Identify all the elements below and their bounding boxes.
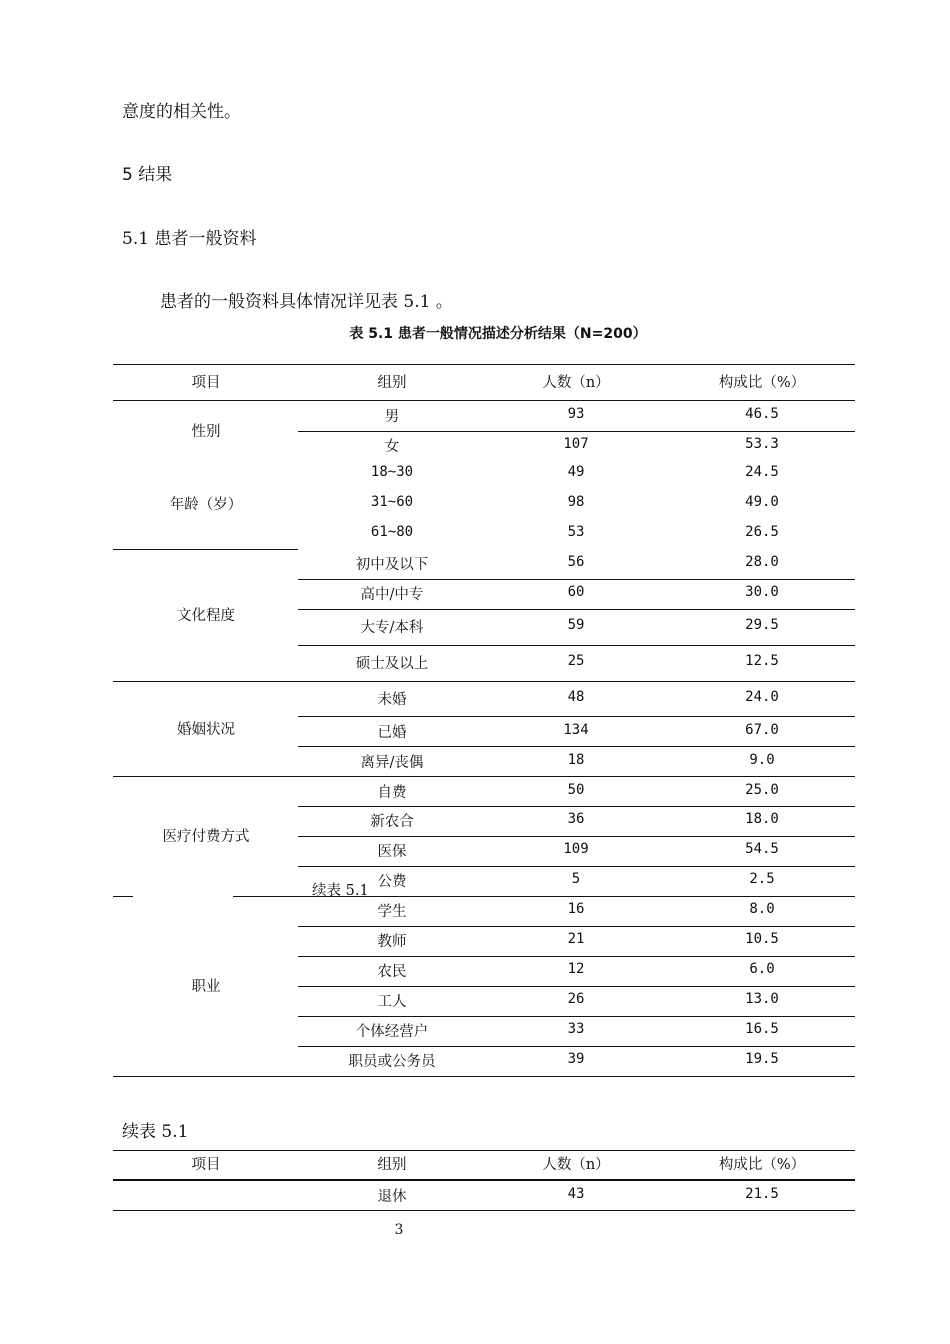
row-percent: 53.3: [745, 436, 779, 452]
row-count: 33: [567, 1021, 585, 1037]
row-percent: 54.5: [745, 841, 779, 857]
row-percent: 6.0: [749, 961, 775, 977]
table-row-rule: [298, 1046, 855, 1047]
row-percent: 67.0: [745, 722, 779, 738]
continued-table-title: 续表 5.1: [122, 1122, 189, 1142]
row-group: 新农合: [370, 814, 414, 830]
continued-header-percent: 构成比（%）: [718, 1157, 806, 1173]
table-row-rule: [298, 645, 855, 646]
category-age: 年龄（岁）: [169, 497, 243, 513]
row-count: 53: [567, 524, 585, 540]
row-group: 男: [384, 409, 400, 425]
continued-row-percent: 21.5: [745, 1186, 779, 1202]
row-group: 教师: [377, 934, 407, 950]
row-percent: 9.0: [749, 752, 775, 768]
row-count: 21: [567, 931, 585, 947]
row-count: 36: [567, 811, 585, 827]
table-row-rule: [298, 836, 855, 837]
body-line: 意度的相关性。: [122, 102, 241, 122]
row-percent: 49.0: [745, 494, 779, 510]
row-group: 31~60: [370, 494, 414, 510]
row-count: 18: [567, 752, 585, 768]
continued-row-group: 退休: [377, 1189, 407, 1205]
header-item: 项目: [191, 375, 221, 391]
row-percent: 46.5: [745, 406, 779, 422]
row-count: 12: [567, 961, 585, 977]
table-row-rule: [298, 716, 855, 717]
row-percent: 8.0: [749, 901, 775, 917]
row-percent: 19.5: [745, 1051, 779, 1067]
continued-header-count: 人数（n）: [542, 1157, 610, 1173]
continued-header-group: 组别: [377, 1157, 407, 1173]
row-percent: 24.5: [745, 464, 779, 480]
continued-header-item: 项目: [191, 1157, 221, 1173]
subsection-heading: 5.1 患者一般资料: [122, 229, 257, 249]
row-group: 61~80: [370, 524, 414, 540]
row-group: 公费: [377, 874, 407, 890]
section-heading: 5 结果: [122, 165, 173, 185]
row-group: 高中/中专: [360, 587, 424, 603]
row-group: 离异/丧偶: [360, 755, 424, 771]
body-paragraph: 患者的一般资料具体情况详见表 5.1 。: [160, 292, 453, 312]
row-group: 学生: [377, 904, 407, 920]
table-row-rule: [113, 776, 855, 777]
row-group: 18~30: [370, 464, 414, 480]
table-row-rule: [298, 609, 855, 610]
table-header-rule: [113, 400, 855, 401]
table-row-rule: [298, 806, 855, 807]
row-count: 50: [567, 782, 585, 798]
table-row-rule: [298, 956, 855, 957]
table-bottom-rule: [113, 1076, 855, 1077]
row-count: 59: [567, 617, 585, 633]
row-group: 农民: [377, 964, 407, 980]
row-count: 5: [571, 871, 581, 887]
row-group: 硕士及以上: [355, 656, 429, 672]
table-row-rule: [113, 549, 298, 550]
row-group: 已婚: [377, 725, 407, 741]
category-marital: 婚姻状况: [177, 722, 235, 738]
row-count: 60: [567, 584, 585, 600]
table-row-rule: [298, 746, 855, 747]
table-row-rule: [298, 1016, 855, 1017]
row-group: 工人: [377, 994, 407, 1010]
row-count: 107: [563, 436, 589, 452]
row-count: 56: [567, 554, 585, 570]
header-group: 组别: [377, 375, 407, 391]
table-row-rule: [298, 986, 855, 987]
row-count: 16: [567, 901, 585, 917]
row-percent: 24.0: [745, 689, 779, 705]
table-caption: 表 5.1 患者一般情况描述分析结果（N=200）: [349, 326, 647, 342]
row-count: 134: [563, 722, 589, 738]
category-gender: 性别: [191, 424, 221, 440]
category-payment: 医疗付费方式: [162, 829, 250, 845]
table-row-rule: [113, 896, 133, 897]
row-count: 109: [563, 841, 589, 857]
row-percent: 28.0: [745, 554, 779, 570]
continued-row-count: 43: [567, 1186, 585, 1202]
row-count: 98: [567, 494, 585, 510]
category-education: 文化程度: [177, 608, 235, 624]
row-group: 职员或公务员: [348, 1054, 436, 1070]
row-percent: 26.5: [745, 524, 779, 540]
row-count: 26: [567, 991, 585, 1007]
row-percent: 2.5: [749, 871, 775, 887]
row-percent: 25.0: [745, 782, 779, 798]
row-group: 大专/本科: [360, 620, 424, 636]
continued-header-rule: [113, 1179, 855, 1181]
row-count: 25: [567, 653, 585, 669]
row-group: 未婚: [377, 692, 407, 708]
row-count: 39: [567, 1051, 585, 1067]
table-row-rule: [298, 431, 855, 432]
table-row-rule: [113, 681, 855, 682]
table-top-rule: [113, 364, 855, 365]
continued-top-rule: [113, 1150, 855, 1151]
row-percent: 10.5: [745, 931, 779, 947]
header-count: 人数（n）: [542, 375, 610, 391]
row-count: 48: [567, 689, 585, 705]
row-percent: 13.0: [745, 991, 779, 1007]
page-number: 3: [394, 1222, 404, 1238]
row-count: 93: [567, 406, 585, 422]
row-group: 医保: [377, 844, 407, 860]
table-row-rule: [298, 579, 855, 580]
category-occupation: 职业: [191, 979, 221, 995]
row-percent: 16.5: [745, 1021, 779, 1037]
row-group: 初中及以下: [355, 557, 429, 573]
row-percent: 29.5: [745, 617, 779, 633]
row-group: 女: [384, 439, 400, 455]
row-count: 49: [567, 464, 585, 480]
table-row-rule: [298, 866, 855, 867]
row-group: 自费: [377, 785, 407, 801]
row-percent: 18.0: [745, 811, 779, 827]
continued-bottom-rule: [113, 1210, 855, 1211]
row-percent: 30.0: [745, 584, 779, 600]
row-percent: 12.5: [745, 653, 779, 669]
header-percent: 构成比（%）: [718, 375, 806, 391]
row-group: 个体经营户: [355, 1024, 429, 1040]
overlay-continued-label: 续表 5.1: [312, 883, 369, 899]
table-row-rule: [298, 926, 855, 927]
